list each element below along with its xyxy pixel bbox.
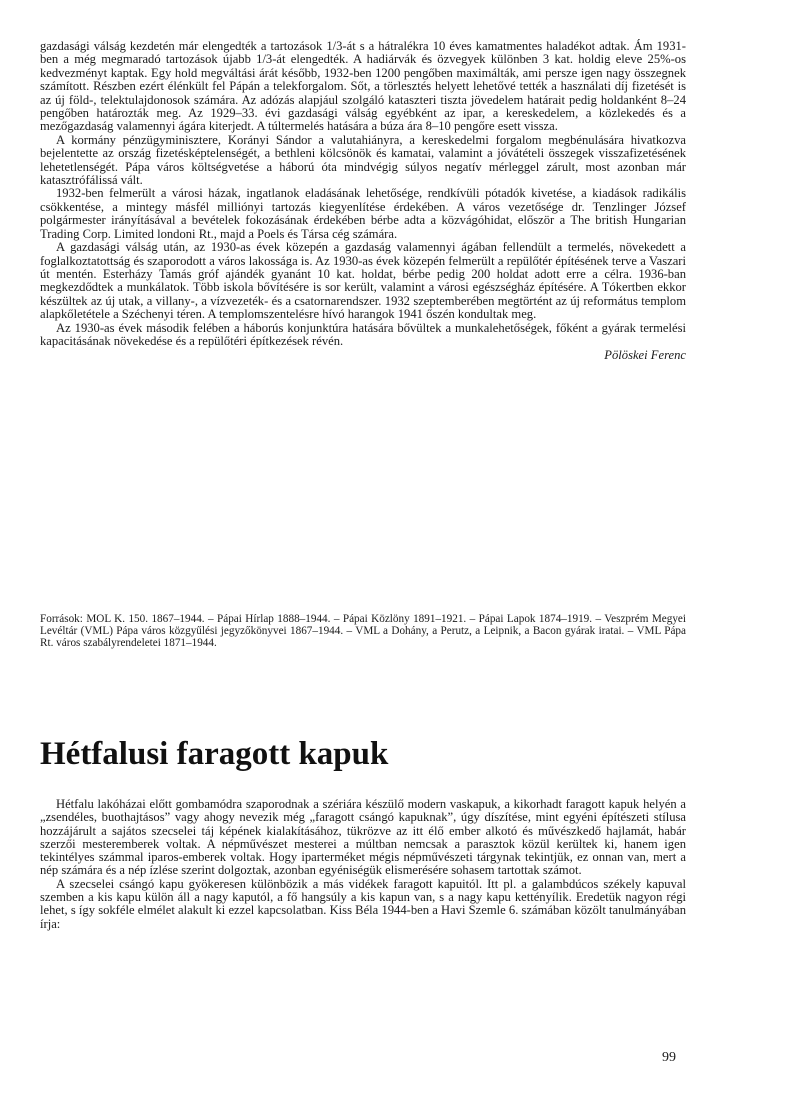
paragraph: A szecselei csángó kapu gyökeresen különbözik a más vidékek faragott kapuitól. Itt pl. a galambdúcos székely kapuval szemben a kis kapu külön áll a nagy kaputól, a fő hangsúly a kis kapun van, s a nagy kapu kettényílik. Eredetük nagyon régi lehet, s így sokféle elmélet alakult ki ezzel kapcsolatban. Kiss Béla 1944-ben a Havi Szemle 6. számában közölt tanulmányában írja: xyxy=(40,876,686,931)
paragraph: A kormány pénzügyminisztere, Korányi Sándor a valutahiányra, a kereskedelmi forgalom megbénulására hivatkozva bejelentette az ország fizetésképtelenségét, a bethleni kölcsönök és kamatai, valamint a jóvátételi összegek visszafizetésének lehetetlenségét. Pápa város költségvetése a háború óta mindvégig súlyos negatív mérleggel zárult, most azonban már katasztrófálissá vált. xyxy=(40,132,686,188)
article-body-part2 xyxy=(40,798,686,931)
paragraph: 1932-ben felmerült a városi házak, ingatlanok eladásának lehetősége, rendkívüli pótadók kivetése, a kiadások radikális csökkentése, a mintegy másfél milliónyi tartozás kiegyenlítése érdekében. A város vezetősége dr. Tenzlinger József polgármester irányításával a bevételek fokozásának érdekében bérbe adta a közvágóhidat, először a The british Hungarian Trading Corp. Limited londoni Rt., majd a Poels és Társa cég számára. xyxy=(40,186,686,241)
paragraph: Hétfalu lakóházai előtt gombamódra szaporodnak a szériára készülő modern vaskapuk, a kikorhadt faragott kapuk helyén a „zsendéles, buothajtásos” vagy ahogy nevezik még „faragott csángó kapuknak”, úgy díszítése, mint egyéni építészeti stílusa hozzájárult a sajátos szecselei táj képének kialakításához, tükrözve az itt élő ember alkotó és művészkedő hajlamát, habár szerzői mesteremberek voltak. A népművészet mesterei a múltban nemcsak a parasztok közül kerültek ki, hanem igen tekintélyes számmal iparos-emberek voltak. Hogy iparterméket mégis népművészeti tárgynak tekintjük, ez onnan van, mert a nép számára és a nép ízlése szerint dolgoztak, azonban egyéniségük elismerésére sohasem tartottak számot. xyxy=(40,797,686,878)
author-signature: Pölöskei Ferenc xyxy=(604,348,686,363)
article-body-part1 xyxy=(40,40,686,363)
sources-text: MOL K. 150. 1867–1944. – Pápai Hírlap 1888–1944. – Pápai Közlöny 1891–1921. – Pápai Lapok 1874–1919. – Veszprém Megyei Levéltár (VML) Pápa város közgyűlési jegyzőkönyvei 1867–1944. – VML a Dohány, a Perutz, a Leipnik, a Bacon gyárak iratai. – VML Pápa Rt. város szabályrendeletei 1871–1944. xyxy=(40,613,686,650)
paragraph: Az 1930-as évek második felében a háborús konjunktúra hatására bővültek a munkalehetőségek, főként a gyárak termelési kapacitásának növekedése és a repülőtéri építkezések révén. xyxy=(40,320,686,348)
sources-block xyxy=(40,613,686,650)
article-title: Hétfalusi faragott kapuk xyxy=(40,736,389,772)
paragraph: A gazdasági válság után, az 1930-as évek közepén a gazdaság valamennyi ágában fellendült a termelés, növekedett a foglalkoztatottság és szaporodott a város lakossága is. Az 1930-as évek közepén felmerült a repülőtér építésének terve a Vaszari út mentén. Esterházy Tamás gróf ajándék gyanánt 10 kat. holdat, bérbe pedig 200 holdat adott erre a célra. 1936-ban megkezdődtek a munkálatok. Több iskola bővítésére is sor került, valamint a városi egészségház építésére. A Tókertben ekkor készültek az új utak, a villany-, a vízvezeték- és a csatornarendszer. 1932 szeptemberében megtörtént az új református templom alapkőletétele a Széchenyi téren. A templomszentelésre hívó harangok 1941 őszén kondultak meg. xyxy=(40,240,686,322)
page-number: 99 xyxy=(662,1050,676,1065)
paragraph: gazdasági válság kezdetén már elengedték a tartozások 1/3-át s a hátralékra 10 éves kamatmentes haladékot adtak. Ám 1931-ben a még megmaradó tartozások újabb 1/3-át elengedték. A hadiárvák és özvegyek különben 3 kat. holdig eleve 25%-os kedvezményt kaptak. Egy hold megváltási árát később, 1932-ben 1200 pengőben maximálták, ami persze igen nagy összegnek számított. Részben ezért élénkült fel Pápán a telekforgalom. Sőt, a törlesztés helyett lehetővé tették a használati díj fizetését is az új föld-, telektulajdonosok számára. Az adózás alapjául szolgáló kataszteri tiszta jövedelem határait pedig holdanként 8–24 pengőben határozták meg. Az 1929–33. évi gazdasági válság egyébként az ipar, a kereskedelem, a közlekedés és a mezőgazdaság valamennyi ágára kiterjedt. A túltermelés hatására a búza ára 8–10 pengőre esett vissza. xyxy=(40,39,686,134)
sources-label: Források: xyxy=(40,613,83,625)
